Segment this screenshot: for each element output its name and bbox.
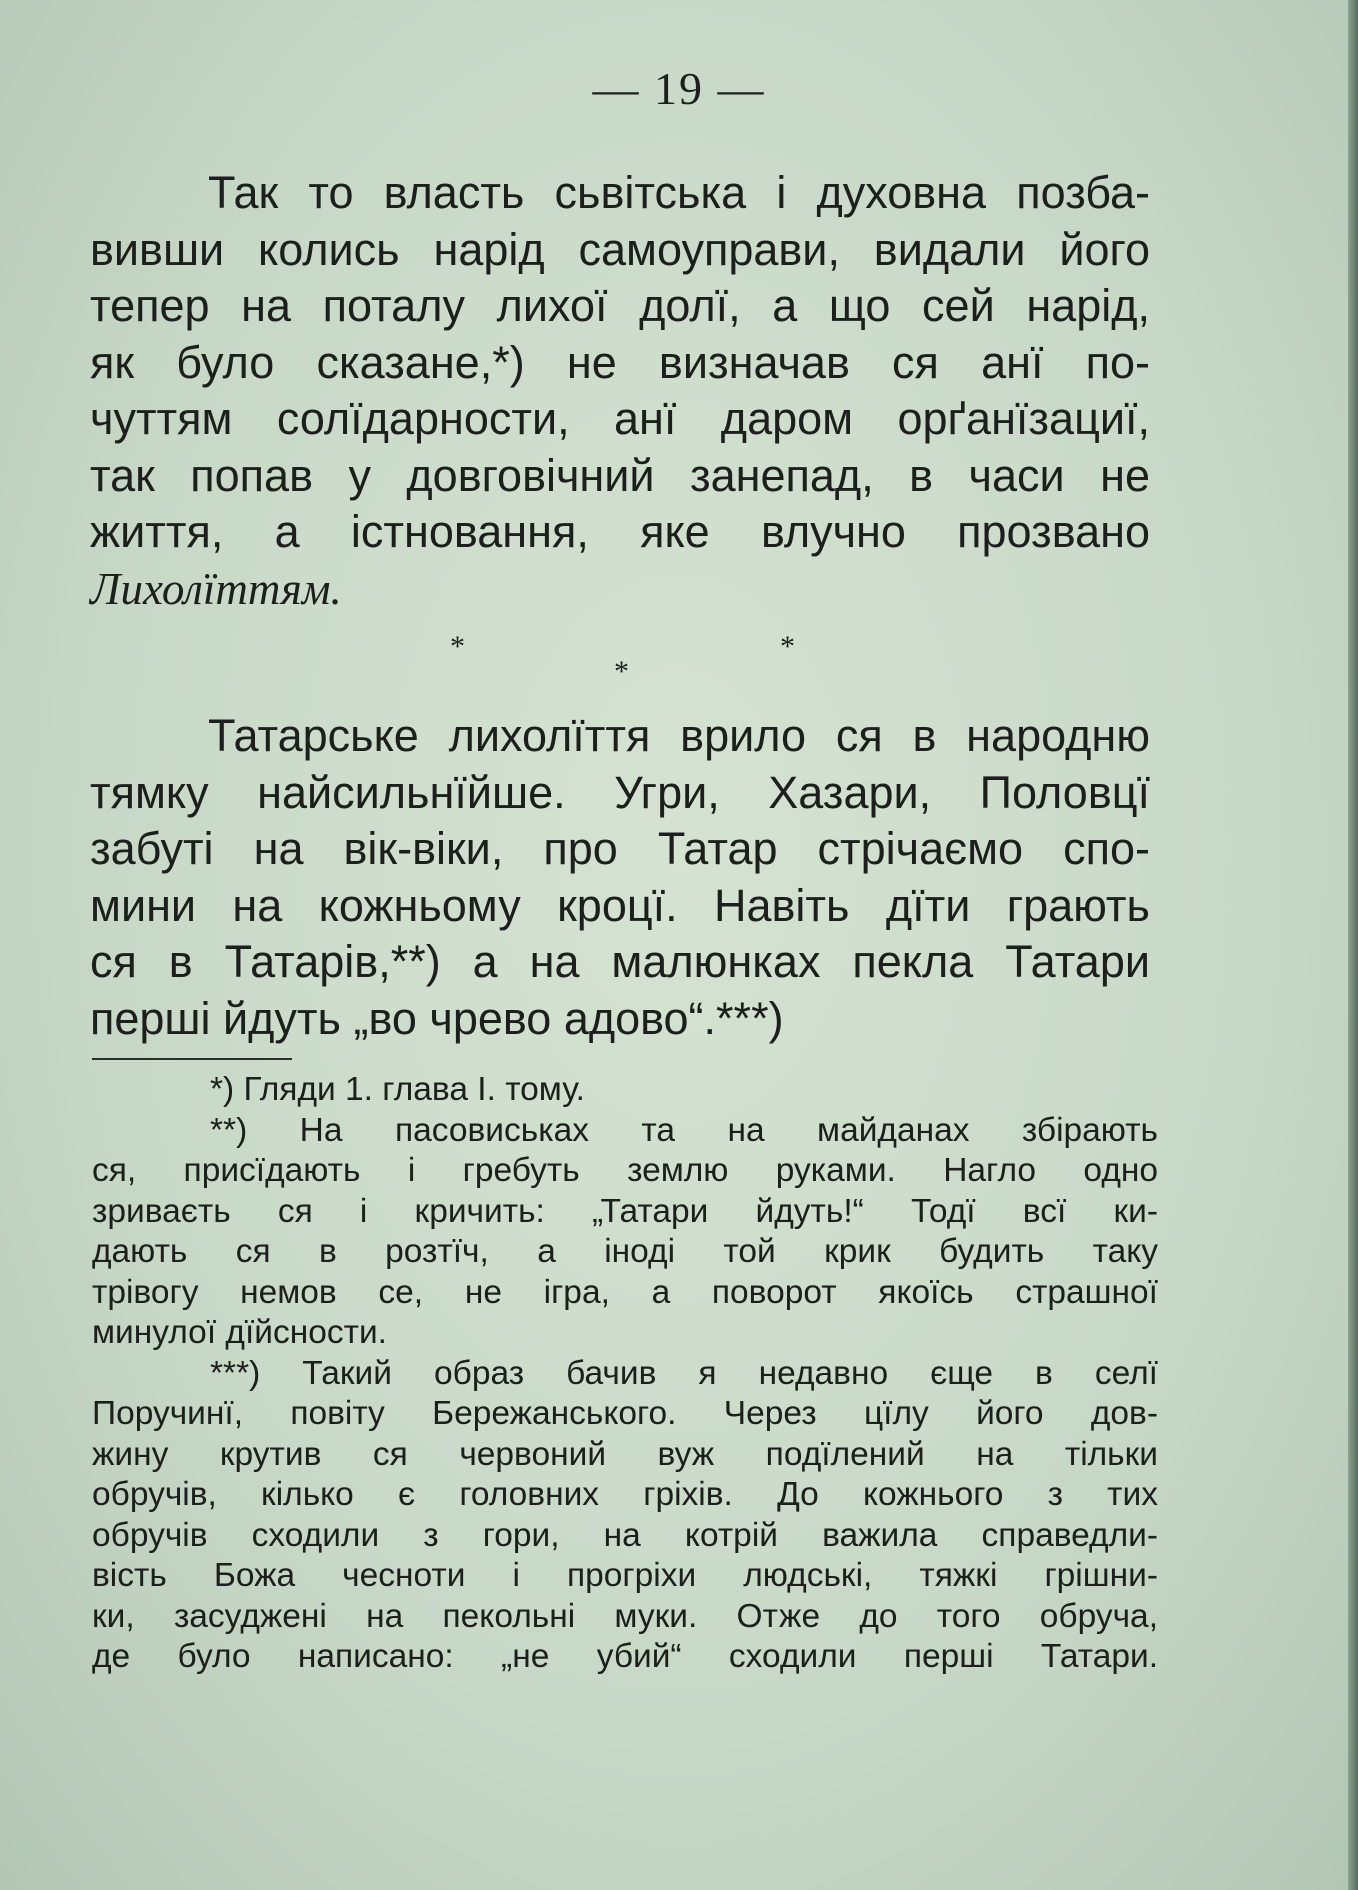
footnote-line: де було написано: „не убий“ сходили перші Татари.: [92, 1638, 1158, 1675]
text-line: чуттям солїдарности, анї даром орґанїзациї,: [90, 393, 1150, 444]
footnote-line: ся, присїдають і гребуть землю руками. Нагло одно: [92, 1152, 1158, 1189]
footnote-line: *) Гляди 1. глава I. тому.: [210, 1071, 585, 1108]
separator-star: *: [450, 630, 465, 663]
footnote-line: жину крутив ся червоний вуж подїлений на тільки: [92, 1435, 1158, 1473]
footnote-line: ки, засуджені на пекольні муки. Отже до того обруча,: [92, 1597, 1158, 1635]
footnote-line: **) На пасовиськах та на майданах збірають: [210, 1111, 1158, 1149]
text-line: ся в Татарів,**) а на малюнках пекла Татари: [90, 936, 1150, 987]
text-line: життя, а істновання, яке влучно прозвано: [90, 506, 1150, 557]
text-line: так попав у довговічний занепад, в часи не: [90, 449, 1150, 501]
footnote-line: трівогу немов се, не ігра, а поворот якоїсь страшної: [92, 1273, 1158, 1311]
page-number: — 19 —: [592, 63, 766, 114]
footnote-line: ***) Такий образ бачив я недавно єще в селї: [210, 1354, 1158, 1392]
footnote-line: минулої дїйсности.: [92, 1314, 387, 1351]
paragraph-1: [90, 165, 1150, 617]
text-line-emphasis: Лихолїттям.: [90, 563, 342, 614]
footnote-line: обручів сходили з гори, на котрій важила справедли-: [92, 1516, 1158, 1554]
separator-star: *: [614, 655, 629, 688]
footnote-line: зриваєть ся і кричить: „Татари йдуть!“ Тодї всї ки-: [92, 1192, 1158, 1230]
text-line: забуті на вік-віки, про Татар стрічаємо спо-: [90, 823, 1150, 874]
text-line: вивши колись нарід самоуправи, видали його: [90, 223, 1150, 275]
footnote-divider: [92, 1058, 292, 1060]
footnotes: [92, 1070, 1158, 1678]
text-line: перші йдуть „во чрево адово“.***): [90, 992, 784, 1044]
text-line: тямку найсильнїйше. Угри, Хазари, Половцї: [90, 766, 1150, 818]
text-line: Так то власть сьвітська і духовна позба-: [208, 167, 1150, 218]
paragraph-2: [90, 708, 1150, 1047]
footnote-line: вість Божа чесноти і прогріхи людські, тяжкі грішни-: [92, 1557, 1158, 1594]
text-line: мини на кожньому кроцї. Навіть дїти грають: [90, 879, 1150, 931]
footnote-line: обручів, кілько є головних гріхів. До кожнього з тих: [92, 1476, 1158, 1513]
text-line: тепер на поталу лихої долї, а що сей нарід,: [90, 280, 1150, 331]
footnote-line: дають ся в розтїч, а іноді той крик будить таку: [92, 1233, 1158, 1270]
text-line: як було сказане,*) не визначав ся анї по-: [90, 336, 1150, 388]
page-edge: [1348, 0, 1358, 1890]
footnote-line: Поручинї, повіту Бережанського. Через цїлу його дов-: [92, 1395, 1158, 1432]
separator-star: *: [780, 630, 795, 663]
text-line: Татарське лихолїття врило ся в народню: [208, 710, 1150, 761]
